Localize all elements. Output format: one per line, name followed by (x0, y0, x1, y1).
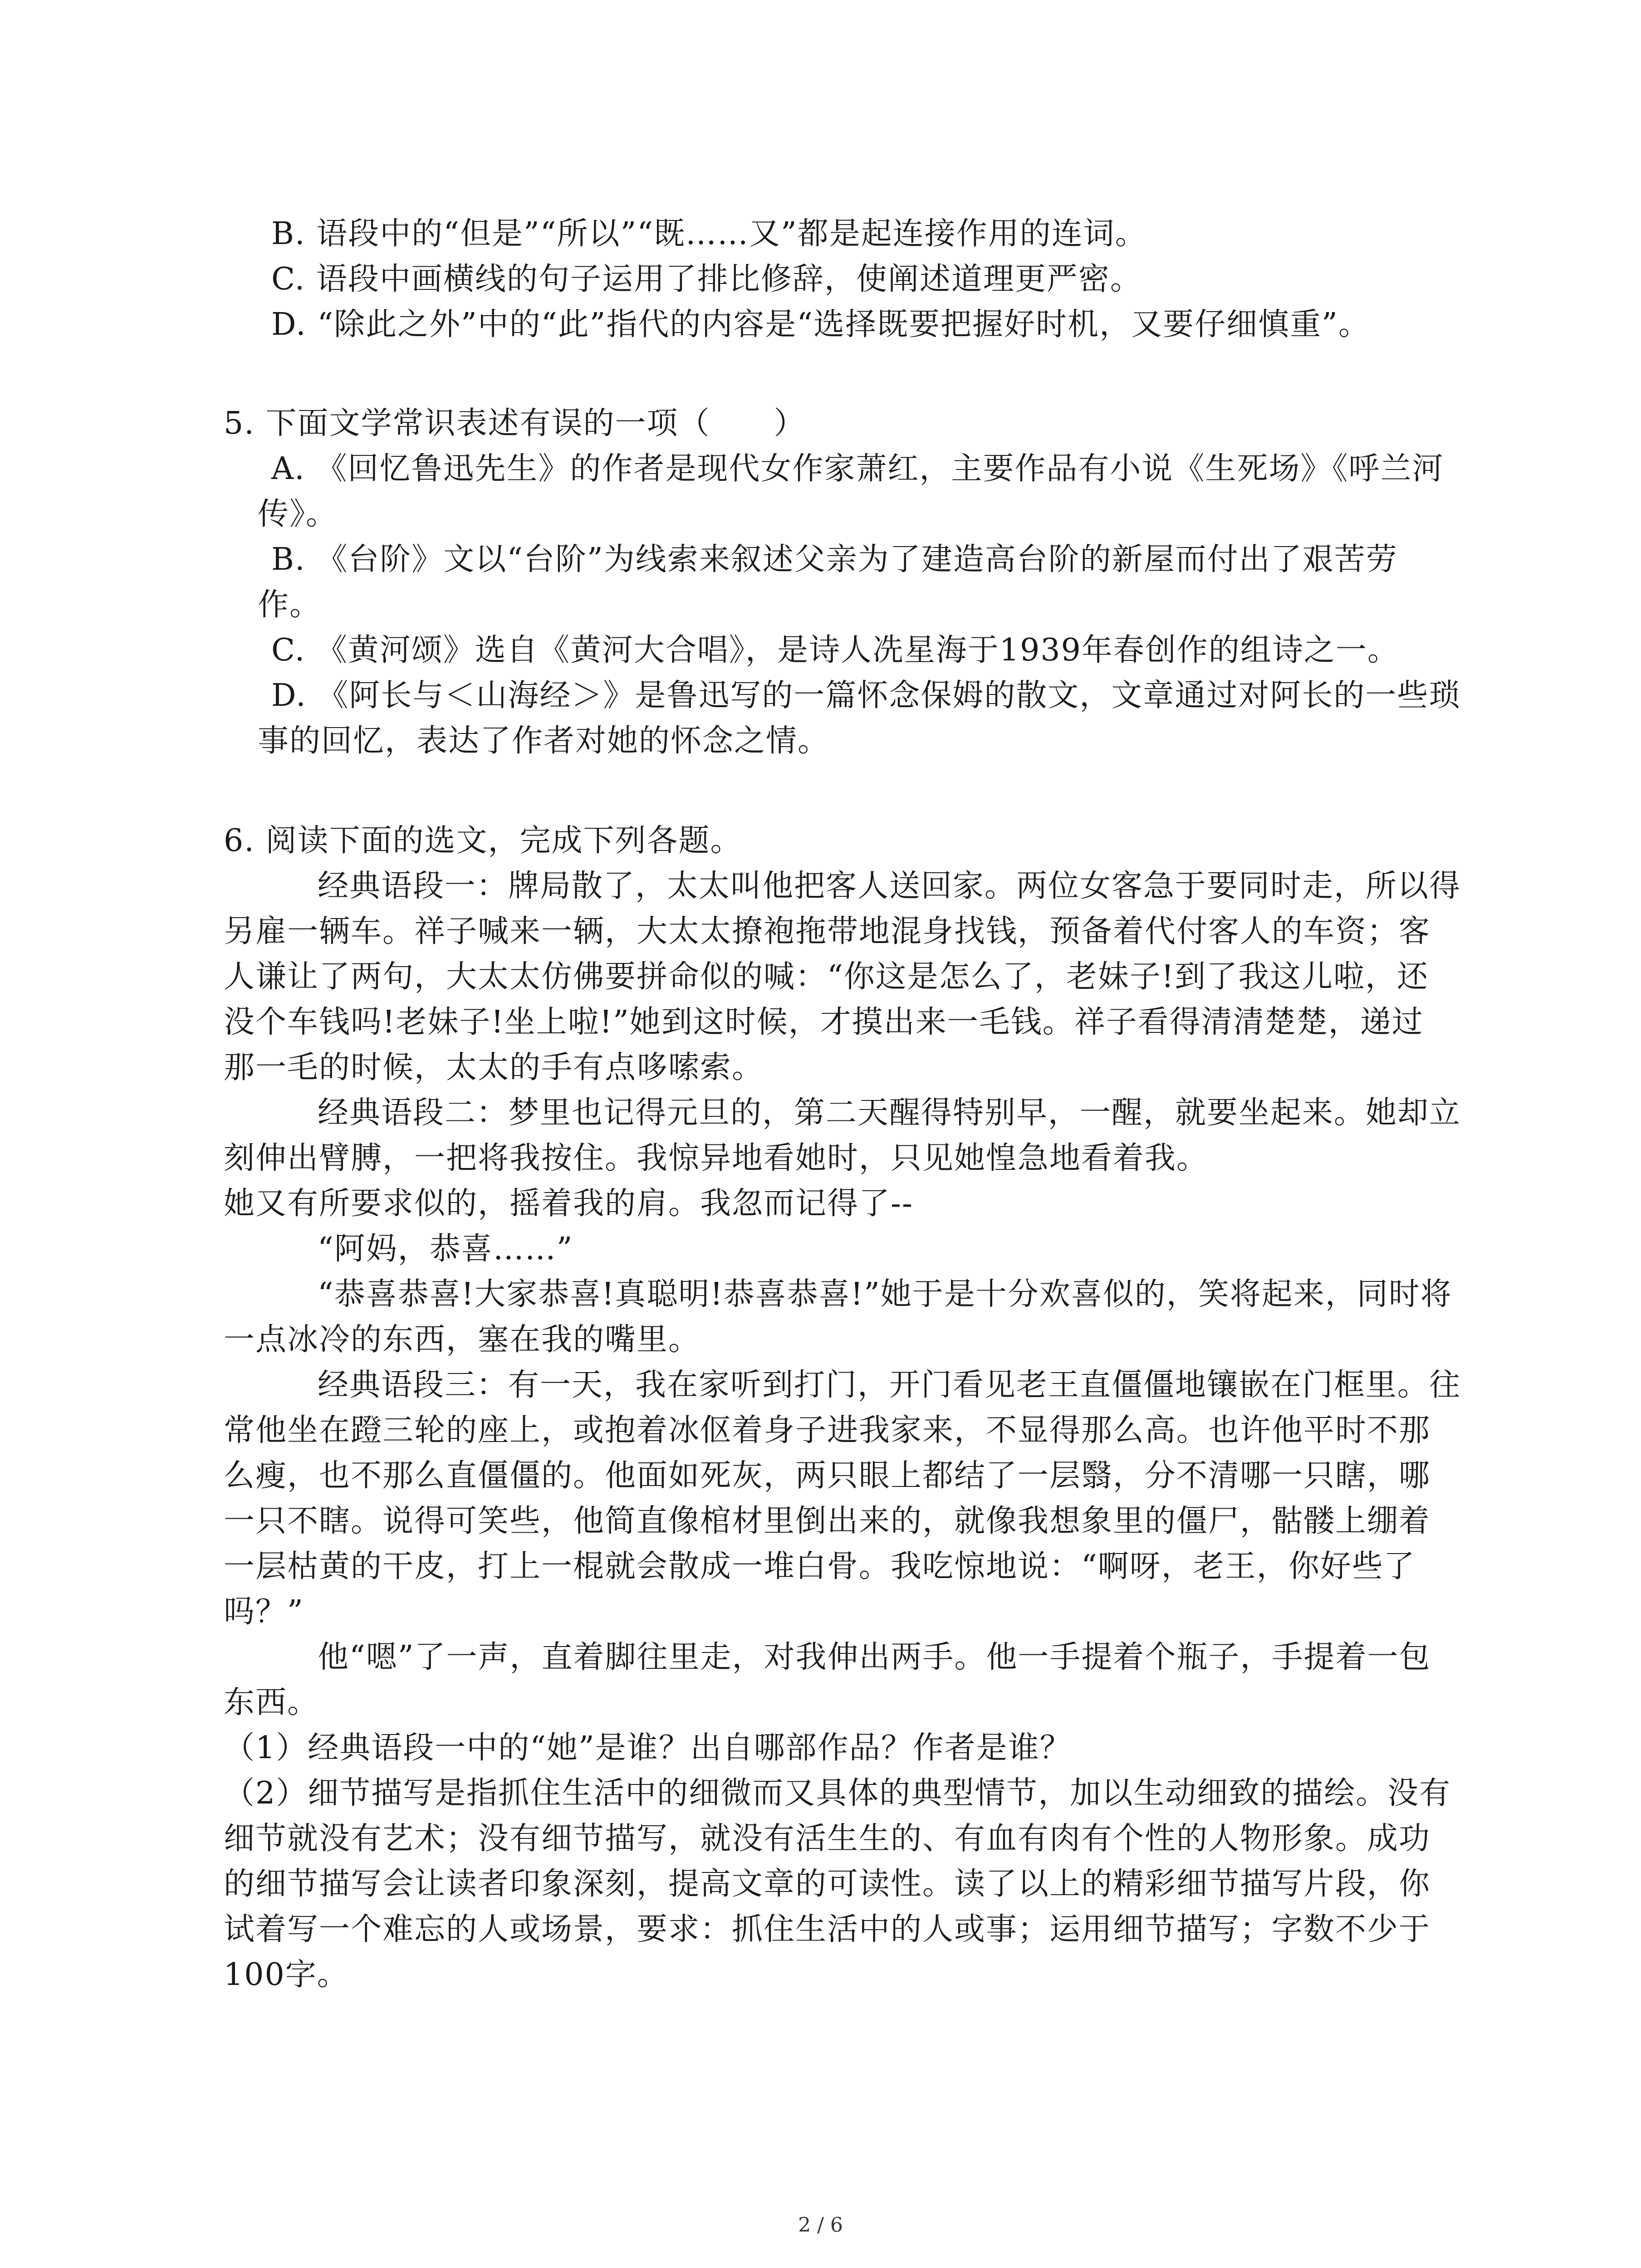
q6-passage-line: 经典语段三：有一天，我在家听到打门，开门看见老王直僵僵地镶嵌在门框里。往 (318, 1367, 1461, 1403)
q6-passage-line: “阿妈，恭喜……” (318, 1231, 573, 1267)
q6-passage-line: 东西。 (224, 1685, 319, 1721)
q6-passage-line: 一点冰冷的东西，塞在我的嘴里。 (224, 1322, 700, 1358)
q6-passage-line: 刻伸出臂膊，一把将我按住。我惊异地看她时，只见她惶急地看着我。 (224, 1140, 1209, 1176)
q6-passage-line: 经典语段二：梦里也记得元旦的，第二天醒得特别早，一醒，就要坐起来。她却立 (318, 1095, 1461, 1131)
q6-passage-line: “恭喜恭喜!大家恭喜!真聪明!恭喜恭喜!”她于是十分欢喜似的，笑将起来，同时将 (318, 1276, 1452, 1312)
q6-subquestion-2-cont: 试着写一个难忘的人或场景，要求：抓住生活中的人或事；运用细节描写；字数不少于 (224, 1911, 1431, 1947)
page-number: 2 / 6 (798, 2214, 843, 2237)
q6-passage-line: 经典语段一：牌局散了，太太叫他把客人送回家。两位女客急于要同时走，所以得 (318, 868, 1461, 904)
q6-subquestion-2-cont: 100字。 (224, 1957, 349, 1993)
q5-option-d-cont: 事的回忆，表达了作者对她的怀念之情。 (258, 723, 830, 759)
q4-option-b: B. 语段中的“但是”“所以”“既……又”都是起连接作用的连词。 (271, 216, 1147, 252)
q6-passage-line: 她又有所要求似的，摇着我的肩。我忽而记得了-- (224, 1186, 913, 1222)
q5-option-b: B. 《台阶》文以“台阶”为线索来叙述父亲为了建造高台阶的新屋而付出了艰苦劳 (271, 542, 1398, 577)
q6-passage-line: 么瘦，也不那么直僵僵的。他面如死灰，两只眼上都结了一层翳，分不清哪一只瞎，哪 (224, 1458, 1431, 1494)
q6-passage-line: 常他坐在蹬三轮的座上，或抱着冰伛着身子进我家来，不显得那么高。也许他平时不那 (224, 1413, 1431, 1448)
q5-option-a-cont: 传》。 (258, 496, 338, 532)
q5-option-c: C. 《黄河颂》选自《黄河大合唱》，是诗人冼星海于1939年春创作的组诗之一。 (271, 632, 1399, 668)
q6-passage-line: 另雇一辆车。祥子喊来一辆，大太太撩袍拖带地混身找钱，预备着代付客人的车资；客 (224, 914, 1431, 949)
q6-passage-line: 那一毛的时候，太太的手有点哆嗦索。 (224, 1050, 764, 1085)
q6-subquestion-2-cont: 的细节描写会让读者印象深刻，提高文章的可读性。读了以上的精彩细节描写片段，你 (224, 1866, 1431, 1902)
q4-option-d: D. “除此之外”中的“此”指代的内容是“选择既要把握好时机，又要仔细慎重”。 (271, 307, 1370, 342)
q5-option-a: A. 《回忆鲁迅先生》的作者是现代女作家萧红，主要作品有小说《生死场》《呼兰河 (271, 451, 1444, 487)
q5-option-b-cont: 作。 (258, 587, 322, 623)
q6-subquestion-2-cont: 细节就没有艺术；没有细节描写，就没有活生生的、有血有肉有个性的人物形象。成功 (224, 1821, 1431, 1857)
q6-passage-line: 吗？” (224, 1594, 304, 1630)
q5-stem: 5. 下面文学常识表述有误的一项（ ） (224, 406, 806, 441)
q6-passage-line: 他“嗯”了一声，直着脚往里走，对我伸出两手。他一手提着个瓶子，手提着一包 (318, 1639, 1431, 1675)
q6-passage-line: 一层枯黄的干皮，打上一棍就会散成一堆白骨。我吃惊地说：“啊呀，老王，你好些了 (224, 1549, 1416, 1584)
q6-subquestion-2: （2）细节描写是指抓住生活中的细微而又具体的典型情节，加以生动细致的描绘。没有 (224, 1775, 1451, 1811)
q4-option-c: C. 语段中画横线的句子运用了排比修辞，使阐述道理更严密。 (271, 261, 1142, 297)
q6-stem: 6. 阅读下面的选文，完成下列各题。 (224, 823, 742, 859)
q6-passage-line: 人谦让了两句，大太太仿佛要拼命似的喊：“你这是怎么了，老妹子!到了我这儿啦，还 (224, 959, 1429, 995)
q5-option-d: D. 《阿长与＜山海经＞》是鲁迅写的一篇怀念保姆的散文，文章通过对阿长的一些琐 (271, 678, 1461, 714)
q6-passage-line: 一只不瞎。说得可笑些，他简直像棺材里倒出来的，就像我想象里的僵尸，骷髅上绷着 (224, 1503, 1431, 1539)
q6-subquestion-1: （1）经典语段一中的“她”是谁？出自哪部作品？作者是谁？ (224, 1730, 1072, 1766)
q6-passage-line: 没个车钱吗!老妹子!坐上啦!”她到这时候，才摸出来一毛钱。祥子看得清清楚楚，递过 (224, 1004, 1424, 1040)
